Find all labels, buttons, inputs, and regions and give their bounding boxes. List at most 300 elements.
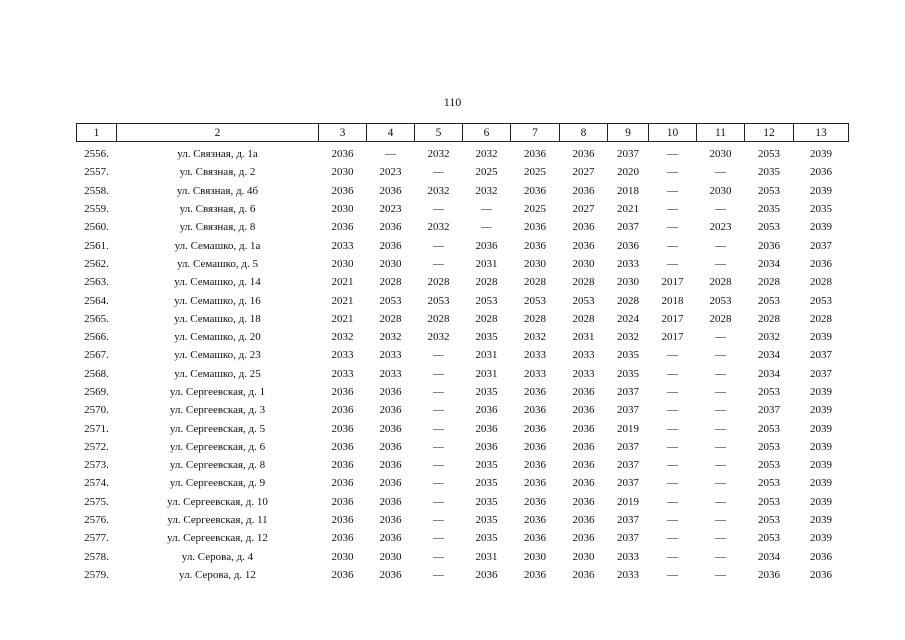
address-cell: ул. Связная, д. 8 bbox=[179, 221, 256, 234]
year-cell: 2032 bbox=[427, 148, 450, 161]
year-cell: — bbox=[715, 349, 726, 362]
year-cell: 2028 bbox=[572, 312, 595, 325]
year-cell: — bbox=[667, 404, 678, 417]
table-row bbox=[77, 548, 849, 566]
year-cell: 2035 bbox=[475, 514, 498, 527]
year-cell: 2025 bbox=[524, 203, 546, 216]
year-cell: 2037 bbox=[617, 386, 639, 398]
year-cell: 2037 bbox=[810, 349, 832, 362]
year-cell: 2021 bbox=[331, 294, 354, 307]
table-row bbox=[77, 142, 849, 164]
year-cell: — bbox=[715, 550, 726, 563]
year-cell: 2028 bbox=[758, 312, 780, 325]
year-cell: 2031 bbox=[475, 349, 498, 362]
year-cell: — bbox=[481, 221, 492, 234]
year-cell: 2053 bbox=[758, 477, 780, 490]
year-cell: — bbox=[667, 568, 678, 581]
year-cell: 2021 bbox=[617, 203, 639, 216]
address-cell: ул. Связная, д. 4б bbox=[176, 184, 259, 197]
address-cell: ул. Связная, д. 1а bbox=[177, 148, 258, 161]
year-cell: — bbox=[715, 514, 726, 527]
year-cell: 2035 bbox=[758, 203, 780, 216]
year-cell: 2023 bbox=[379, 203, 402, 216]
row-number: 2573. bbox=[84, 459, 109, 472]
table-body bbox=[77, 142, 849, 585]
year-cell: 2036 bbox=[810, 257, 832, 270]
table-row bbox=[77, 236, 849, 254]
year-cell: 2053 bbox=[709, 294, 732, 307]
address-cell: ул. Связная, д. 6 bbox=[179, 203, 256, 216]
year-cell: — bbox=[715, 166, 726, 179]
address-cell: ул. Семашко, д. 5 bbox=[177, 257, 258, 270]
year-cell: — bbox=[715, 386, 726, 398]
year-cell: 2028 bbox=[758, 276, 780, 289]
table-row bbox=[77, 383, 849, 401]
year-cell: 2033 bbox=[617, 568, 639, 581]
year-cell: 2036 bbox=[475, 239, 498, 252]
year-cell: 2033 bbox=[524, 349, 546, 362]
year-cell: 2053 bbox=[524, 294, 546, 307]
year-cell: 2036 bbox=[475, 404, 498, 417]
address-cell: ул. Семашко, д. 25 bbox=[174, 367, 261, 380]
year-cell: 2037 bbox=[758, 404, 780, 417]
year-cell: 2039 bbox=[810, 495, 832, 508]
column-header: 13 bbox=[794, 124, 849, 142]
year-cell: 2028 bbox=[427, 312, 450, 325]
year-cell: — bbox=[433, 166, 444, 179]
year-cell: 2028 bbox=[475, 276, 498, 289]
year-cell: 2031 bbox=[572, 331, 595, 344]
column-header: 10 bbox=[649, 124, 697, 142]
year-cell: — bbox=[433, 568, 444, 581]
year-cell: — bbox=[667, 514, 678, 527]
year-cell: 2037 bbox=[617, 148, 639, 161]
year-cell: 2030 bbox=[617, 276, 639, 289]
year-cell: 2036 bbox=[810, 550, 832, 563]
year-cell: — bbox=[715, 477, 726, 490]
year-cell: 2036 bbox=[572, 239, 595, 252]
year-cell: 2039 bbox=[810, 331, 832, 344]
year-cell: 2019 bbox=[617, 495, 639, 508]
year-cell: 2028 bbox=[427, 276, 450, 289]
year-cell: 2025 bbox=[475, 166, 498, 179]
year-cell: 2036 bbox=[331, 568, 354, 581]
address-cell: ул. Сергеевская, д. 3 bbox=[169, 404, 266, 417]
year-cell: 2037 bbox=[617, 532, 639, 545]
year-cell: 2034 bbox=[758, 550, 780, 563]
year-cell: 2053 bbox=[572, 294, 595, 307]
year-cell: — bbox=[667, 239, 678, 252]
year-cell: 2036 bbox=[379, 459, 402, 472]
row-number: 2566. bbox=[84, 331, 109, 344]
table-row bbox=[77, 401, 849, 419]
year-cell: 2053 bbox=[427, 294, 450, 307]
year-cell: 2036 bbox=[758, 239, 780, 252]
row-number: 2556. bbox=[84, 148, 109, 161]
year-cell: 2053 bbox=[758, 386, 780, 398]
year-cell: 2035 bbox=[617, 349, 639, 362]
year-cell: 2053 bbox=[758, 184, 780, 197]
year-cell: 2036 bbox=[617, 239, 639, 252]
year-cell: 2053 bbox=[758, 221, 780, 234]
year-cell: 2036 bbox=[572, 148, 595, 161]
row-number: 2562. bbox=[84, 257, 109, 270]
year-cell: 2039 bbox=[810, 514, 832, 527]
year-cell: 2053 bbox=[758, 422, 780, 435]
year-cell: — bbox=[433, 239, 444, 252]
year-cell: 2035 bbox=[475, 477, 498, 490]
year-cell: 2027 bbox=[572, 203, 595, 216]
year-cell: 2028 bbox=[379, 312, 402, 325]
year-cell: 2023 bbox=[379, 166, 402, 179]
column-header: 6 bbox=[463, 124, 511, 142]
table-row bbox=[77, 529, 849, 547]
year-cell: 2053 bbox=[810, 294, 832, 307]
year-cell: 2036 bbox=[331, 440, 354, 453]
year-cell: 2036 bbox=[810, 166, 832, 179]
year-cell: 2032 bbox=[475, 148, 498, 161]
year-cell: — bbox=[715, 331, 726, 344]
year-cell: 2036 bbox=[572, 532, 595, 545]
year-cell: 2036 bbox=[331, 514, 354, 527]
year-cell: 2037 bbox=[617, 459, 639, 472]
year-cell: 2018 bbox=[661, 294, 684, 307]
row-number: 2560. bbox=[84, 221, 109, 234]
year-cell: 2036 bbox=[572, 495, 595, 508]
year-cell: — bbox=[481, 203, 492, 216]
table-row bbox=[77, 273, 849, 291]
year-cell: 2033 bbox=[331, 239, 354, 252]
year-cell: 2035 bbox=[475, 532, 498, 545]
row-number: 2571. bbox=[84, 422, 109, 435]
year-cell: 2036 bbox=[379, 532, 402, 545]
year-cell: 2020 bbox=[617, 166, 639, 179]
year-cell: 2032 bbox=[475, 184, 498, 197]
year-cell: 2036 bbox=[758, 568, 780, 581]
row-number: 2559. bbox=[84, 203, 109, 216]
year-cell: 2035 bbox=[617, 367, 639, 380]
column-header: 9 bbox=[608, 124, 649, 142]
year-cell: 2036 bbox=[379, 440, 402, 453]
year-cell: — bbox=[667, 148, 678, 161]
year-cell: 2036 bbox=[524, 239, 546, 252]
year-cell: 2028 bbox=[572, 276, 595, 289]
year-cell: 2036 bbox=[524, 386, 546, 398]
table-row bbox=[77, 474, 849, 492]
row-number: 2565. bbox=[84, 312, 109, 325]
year-cell: 2036 bbox=[379, 477, 402, 490]
year-cell: 2036 bbox=[379, 221, 402, 234]
year-cell: — bbox=[667, 349, 678, 362]
address-cell: ул. Семашко, д. 18 bbox=[174, 312, 261, 325]
column-header: 3 bbox=[319, 124, 367, 142]
year-cell: 2039 bbox=[810, 221, 832, 234]
year-cell: 2032 bbox=[427, 184, 450, 197]
column-header: 2 bbox=[117, 124, 319, 142]
year-cell: 2036 bbox=[379, 404, 402, 417]
address-cell: ул. Сергеевская, д. 1 bbox=[169, 386, 266, 398]
column-header: 12 bbox=[745, 124, 794, 142]
year-cell: 2039 bbox=[810, 532, 832, 545]
row-number: 2579. bbox=[84, 568, 109, 581]
year-cell: 2032 bbox=[617, 331, 639, 344]
address-cell: ул. Семашко, д. 1а bbox=[174, 239, 261, 252]
year-cell: 2033 bbox=[572, 349, 595, 362]
year-cell: 2023 bbox=[709, 221, 732, 234]
year-cell: 2036 bbox=[572, 184, 595, 197]
table-row bbox=[77, 163, 849, 181]
column-header: 1 bbox=[77, 124, 117, 142]
row-number: 2557. bbox=[84, 166, 109, 179]
year-cell: 2032 bbox=[379, 331, 402, 344]
table-row bbox=[77, 218, 849, 236]
year-cell: 2037 bbox=[810, 367, 832, 380]
year-cell: 2024 bbox=[617, 312, 639, 325]
year-cell: 2033 bbox=[617, 550, 639, 563]
year-cell: 2036 bbox=[572, 568, 595, 581]
year-cell: 2036 bbox=[572, 477, 595, 490]
year-cell: — bbox=[433, 532, 444, 545]
year-cell: — bbox=[667, 532, 678, 545]
year-cell: 2036 bbox=[572, 386, 595, 398]
year-cell: 2033 bbox=[617, 257, 639, 270]
row-number: 2574. bbox=[84, 477, 109, 490]
year-cell: 2034 bbox=[758, 257, 780, 270]
year-cell: 2036 bbox=[331, 404, 354, 417]
year-cell: 2036 bbox=[524, 568, 546, 581]
row-number: 2563. bbox=[84, 276, 109, 289]
year-cell: 2036 bbox=[331, 422, 354, 435]
year-cell: 2053 bbox=[475, 294, 498, 307]
year-cell: 2018 bbox=[617, 184, 639, 197]
year-cell: — bbox=[715, 568, 726, 581]
year-cell: 2033 bbox=[379, 367, 402, 380]
year-cell: 2028 bbox=[379, 276, 402, 289]
table-row bbox=[77, 182, 849, 200]
year-cell: — bbox=[715, 440, 726, 453]
year-cell: — bbox=[433, 495, 444, 508]
year-cell: — bbox=[433, 514, 444, 527]
year-cell: 2028 bbox=[617, 294, 639, 307]
year-cell: — bbox=[667, 184, 678, 197]
address-cell: ул. Семашко, д. 23 bbox=[174, 349, 261, 362]
year-cell: 2027 bbox=[572, 166, 595, 179]
year-cell: 2037 bbox=[617, 477, 639, 490]
year-cell: — bbox=[433, 477, 444, 490]
year-cell: — bbox=[433, 459, 444, 472]
year-cell: — bbox=[715, 239, 726, 252]
year-cell: — bbox=[715, 422, 726, 435]
year-cell: 2025 bbox=[524, 166, 546, 179]
year-cell: — bbox=[433, 404, 444, 417]
address-cell: ул. Сергеевская, д. 5 bbox=[169, 422, 266, 435]
row-number: 2578. bbox=[84, 550, 109, 563]
year-cell: 2036 bbox=[524, 404, 546, 417]
year-cell: 2031 bbox=[475, 367, 498, 380]
year-cell: — bbox=[667, 477, 678, 490]
year-cell: 2036 bbox=[572, 422, 595, 435]
year-cell: 2036 bbox=[379, 514, 402, 527]
year-cell: 2028 bbox=[475, 312, 498, 325]
column-header: 4 bbox=[367, 124, 415, 142]
year-cell: — bbox=[667, 495, 678, 508]
year-cell: 2036 bbox=[524, 184, 546, 197]
year-cell: — bbox=[385, 148, 396, 161]
year-cell: 2035 bbox=[810, 203, 832, 216]
row-number: 2561. bbox=[84, 239, 109, 252]
year-cell: 2030 bbox=[524, 257, 546, 270]
year-cell: — bbox=[433, 550, 444, 563]
address-cell: ул. Сергеевская, д. 10 bbox=[167, 495, 268, 508]
year-cell: 2036 bbox=[379, 239, 402, 252]
year-cell: 2032 bbox=[427, 221, 450, 234]
year-cell: 2035 bbox=[758, 166, 780, 179]
year-cell: 2017 bbox=[661, 331, 684, 344]
year-cell: 2035 bbox=[475, 386, 498, 398]
year-cell: 2028 bbox=[810, 276, 832, 289]
year-cell: 2053 bbox=[758, 459, 780, 472]
year-cell: 2034 bbox=[758, 349, 780, 362]
column-header: 5 bbox=[415, 124, 463, 142]
year-cell: 2017 bbox=[661, 312, 684, 325]
year-cell: 2039 bbox=[810, 148, 832, 161]
year-cell: 2032 bbox=[524, 331, 546, 344]
year-cell: 2053 bbox=[758, 532, 780, 545]
year-cell: — bbox=[667, 440, 678, 453]
year-cell: 2036 bbox=[810, 568, 832, 581]
year-cell: — bbox=[667, 203, 678, 216]
year-cell: 2036 bbox=[524, 440, 546, 453]
year-cell: 2030 bbox=[572, 550, 595, 563]
address-cell: ул. Семашко, д. 16 bbox=[174, 294, 261, 307]
table-row bbox=[77, 438, 849, 456]
year-cell: 2032 bbox=[331, 331, 354, 344]
year-cell: 2036 bbox=[475, 440, 498, 453]
table-row bbox=[77, 291, 849, 309]
year-cell: 2036 bbox=[379, 386, 402, 398]
year-cell: 2036 bbox=[524, 477, 546, 490]
row-number: 2564. bbox=[84, 294, 109, 307]
year-cell: 2033 bbox=[379, 349, 402, 362]
year-cell: 2036 bbox=[572, 440, 595, 453]
year-cell: 2033 bbox=[331, 349, 354, 362]
year-cell: 2039 bbox=[810, 477, 832, 490]
table-row bbox=[77, 328, 849, 346]
page-number: 110 bbox=[443, 95, 462, 109]
year-cell: 2033 bbox=[331, 367, 354, 380]
year-cell: 2036 bbox=[331, 532, 354, 545]
year-cell: 2053 bbox=[758, 514, 780, 527]
schedule-table bbox=[76, 123, 849, 584]
year-cell: — bbox=[433, 386, 444, 398]
year-cell: 2030 bbox=[331, 166, 354, 179]
year-cell: — bbox=[667, 550, 678, 563]
year-cell: 2036 bbox=[379, 422, 402, 435]
year-cell: 2036 bbox=[331, 221, 354, 234]
table-row bbox=[77, 493, 849, 511]
year-cell: 2037 bbox=[810, 239, 832, 252]
table-row bbox=[77, 419, 849, 437]
year-cell: — bbox=[433, 367, 444, 380]
row-number: 2576. bbox=[84, 514, 109, 527]
table-row bbox=[77, 511, 849, 529]
row-number: 2568. bbox=[84, 367, 109, 380]
column-header: 11 bbox=[697, 124, 745, 142]
address-cell: ул. Сергеевская, д. 12 bbox=[167, 532, 268, 545]
year-cell: 2036 bbox=[379, 184, 402, 197]
address-cell: ул. Семашко, д. 20 bbox=[174, 331, 261, 344]
table-row bbox=[77, 566, 849, 584]
year-cell: — bbox=[433, 349, 444, 362]
year-cell: 2036 bbox=[524, 532, 546, 545]
year-cell: 2053 bbox=[758, 440, 780, 453]
year-cell: 2030 bbox=[331, 203, 354, 216]
year-cell: 2033 bbox=[524, 367, 546, 380]
year-cell: 2030 bbox=[709, 148, 732, 161]
year-cell: 2030 bbox=[379, 550, 402, 563]
row-number: 2570. bbox=[84, 404, 109, 417]
year-cell: 2030 bbox=[709, 184, 732, 197]
year-cell: 2036 bbox=[331, 495, 354, 508]
address-cell: ул. Сергеевская, д. 11 bbox=[167, 514, 268, 527]
row-number: 2567. bbox=[84, 349, 109, 362]
year-cell: — bbox=[667, 459, 678, 472]
year-cell: — bbox=[667, 166, 678, 179]
year-cell: — bbox=[433, 203, 444, 216]
table-row bbox=[77, 255, 849, 273]
year-cell: 2036 bbox=[475, 568, 498, 581]
column-header: 8 bbox=[560, 124, 608, 142]
year-cell: 2032 bbox=[758, 331, 780, 344]
year-cell: — bbox=[715, 495, 726, 508]
year-cell: — bbox=[667, 221, 678, 234]
row-number: 2558. bbox=[84, 184, 109, 197]
year-cell: 2036 bbox=[331, 459, 354, 472]
year-cell: 2036 bbox=[572, 514, 595, 527]
year-cell: 2021 bbox=[331, 312, 354, 325]
year-cell: 2019 bbox=[617, 422, 639, 435]
year-cell: 2037 bbox=[617, 514, 639, 527]
year-cell: — bbox=[715, 459, 726, 472]
year-cell: — bbox=[667, 386, 678, 398]
year-cell: 2039 bbox=[810, 440, 832, 453]
year-cell: 2031 bbox=[475, 257, 498, 270]
address-cell: ул. Семашко, д. 14 bbox=[174, 276, 261, 289]
year-cell: 2036 bbox=[331, 148, 354, 161]
year-cell: 2035 bbox=[475, 495, 498, 508]
year-cell: 2031 bbox=[475, 550, 498, 563]
year-cell: — bbox=[715, 257, 726, 270]
column-header: 7 bbox=[511, 124, 560, 142]
year-cell: 2030 bbox=[379, 257, 402, 270]
year-cell: 2036 bbox=[331, 184, 354, 197]
year-cell: 2053 bbox=[379, 294, 402, 307]
year-cell: 2053 bbox=[758, 294, 780, 307]
year-cell: 2030 bbox=[331, 257, 354, 270]
year-cell: 2028 bbox=[810, 312, 832, 325]
year-cell: — bbox=[715, 404, 726, 417]
year-cell: 2036 bbox=[572, 459, 595, 472]
address-cell: ул. Сергеевская, д. 6 bbox=[169, 440, 266, 453]
year-cell: 2039 bbox=[810, 386, 832, 398]
row-number: 2569. bbox=[84, 386, 109, 398]
table-row bbox=[77, 456, 849, 474]
year-cell: 2028 bbox=[709, 312, 732, 325]
year-cell: 2035 bbox=[475, 331, 498, 344]
address-cell: ул. Сергеевская, д. 9 bbox=[169, 477, 266, 490]
year-cell: — bbox=[667, 422, 678, 435]
year-cell: — bbox=[433, 440, 444, 453]
